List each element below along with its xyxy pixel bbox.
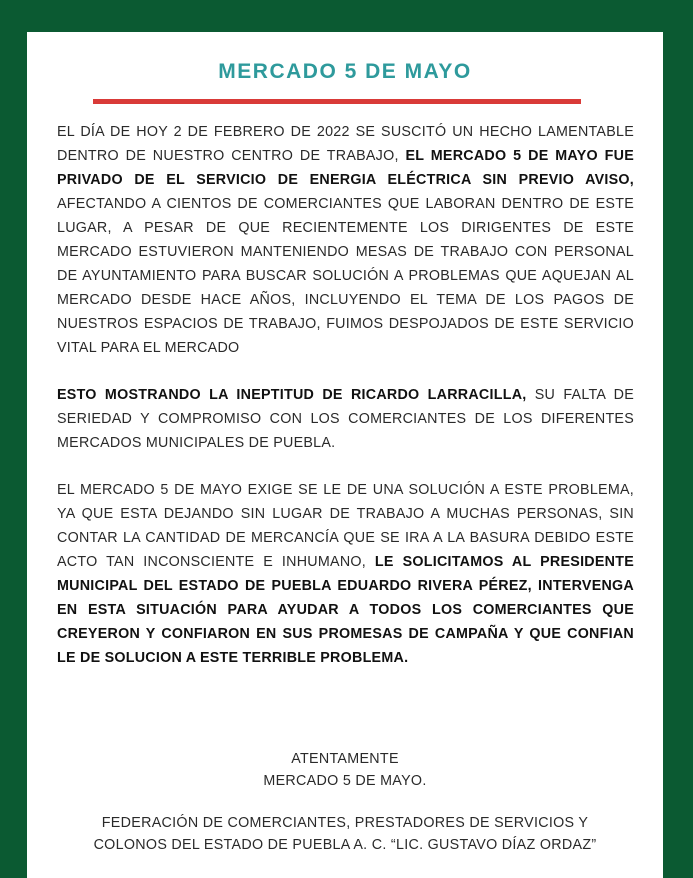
paragraph-1-text-b: AFECTANDO A CIENTOS DE COMERCIANTES QUE LABORAN DENTRO DE ESTE LUGAR, A PESAR DE QUE RECIENTEMENTE LOS DIRIGENTES DE ESTE MERCADO ESTUVIERON MANTENIENDO MESAS DE TRABAJO CON PERSONAL DE AYUNTAMIENTO PARA BUSCAR SOLUCIÓN A PROBLEMAS QUE AQUEJAN AL MERCADO DESDE HACE AÑOS, INCLUYENDO EL TEMA DE LOS PAGOS DE NUESTROS ESPACIOS DE TRABAJO, FUIMOS DESPOJADOS DE ESTE SERVICIO VITAL PARA EL MERCADO: [57, 196, 634, 356]
signature-line-1: ATENTAMENTE: [291, 751, 399, 767]
document-body: [57, 120, 634, 670]
paragraph-3-bold: LE SOLICITAMOS AL PRESIDENTE MUNICIPAL DEL ESTADO DE PUEBLA EDUARDO RIVERA PÉREZ, INTERVENGA EN ESTA SITUACIÓN PARA AYUDAR A TODOS LOS COMERCIANTES QUE CREYERON Y CONFIARON EN SUS PROMESAS DE CAMPAÑA Y QUE CONFIAN LE DE SOLUCION A ESTE TERRIBLE PROBLEMA.: [57, 554, 634, 666]
paragraph-1: [57, 120, 634, 360]
paragraph-3: [57, 478, 634, 670]
title-underline: [93, 99, 581, 104]
federation-line-1: FEDERACIÓN DE COMERCIANTES, PRESTADORES DE SERVICIOS Y: [101, 815, 589, 831]
paragraph-2-text: SU FALTA DE SERIEDAD Y COMPROMISO CON LOS COMERCIANTES DE LOS DIFERENTES MERCADOS MUNICIPALES DE PUEBLA.: [57, 387, 634, 451]
document-title: MERCADO 5 DE MAYO: [218, 60, 472, 83]
paragraph-3-text: EL MERCADO 5 DE MAYO EXIGE SE LE DE UNA SOLUCIÓN A ESTE PROBLEMA, YA QUE ESTA DEJANDO SIN LUGAR DE TRABAJO A MUCHAS PERSONAS, SIN CONTAR LA CANTIDAD DE MERCANCÍA QUE SE IRA A LA BASURA DEBIDO ESTE ACTO TAN INCONSCIENTE E INHUMANO,: [57, 482, 634, 570]
federation-line-2: COLONOS DEL ESTADO DE PUEBLA A. C. “LIC. GUSTAVO DÍAZ ORDAZ”: [93, 837, 597, 853]
paragraph-2: [57, 383, 634, 455]
paragraph-1-text-a: EL DÍA DE HOY 2 DE FEBRERO DE 2022 SE SUSCITÓ UN HECHO LAMENTABLE DENTRO DE NUESTRO CENTRO DE TRABAJO,: [57, 124, 634, 164]
paragraph-2-bold: ESTO MOSTRANDO LA INEPTITUD DE RICARDO LARRACILLA,: [57, 387, 527, 403]
signature-block: [27, 748, 663, 792]
federation-block: [27, 812, 663, 856]
document-sheet: [27, 32, 663, 878]
signature-line-2: MERCADO 5 DE MAYO.: [263, 773, 427, 789]
paragraph-1-bold: EL MERCADO 5 DE MAYO FUE PRIVADO DE EL SERVICIO DE ENERGIA ELÉCTRICA SIN PREVIO AVISO,: [57, 148, 634, 188]
